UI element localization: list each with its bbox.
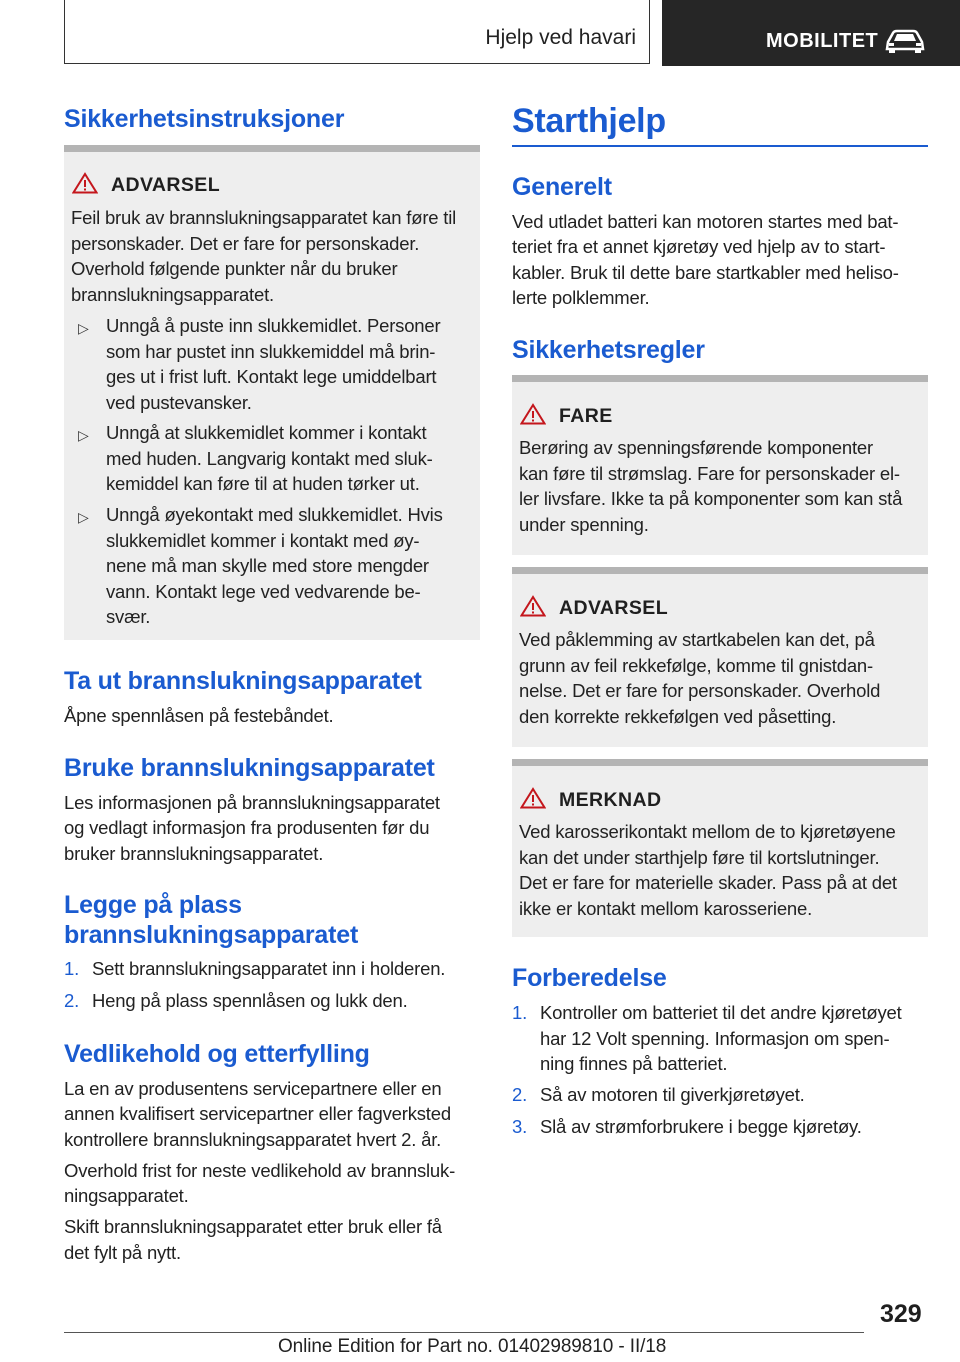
paragraph-line: La en av produsentens servicepartnere eller en [64,1078,442,1099]
step-text: Heng på plass spennlåsen og lukk den. [92,990,408,1011]
paragraph-line: annen kvalifisert servicepartner eller fagverksted [64,1103,451,1124]
bullet-line: vann. Kontakt lege ved vedvarende be- [106,580,421,602]
danger-line: kan føre til strømslag. Fare for personskader el- [519,463,900,484]
step-line: har 12 Volt spenning. Informasjon om spen- [540,1027,890,1049]
warning-triangle-icon [520,595,546,617]
footer-rule [64,1332,864,1333]
step-line: Slå av strømforbrukere i begge kjøretøy. [540,1116,862,1137]
step-line: ning finnes på batteriet. [540,1053,728,1074]
heading-use: Bruke brannslukningsapparatet [64,754,435,782]
heading-maintenance: Vedlikehold og etterfylling [64,1040,370,1068]
heading-safety-instructions: Sikkerhetsinstruksjoner [64,105,345,133]
danger-box-bar [512,375,928,382]
warning-title: ADVARSEL [111,174,221,196]
danger-line: Berøring av spenningsførende komponenter [519,437,873,458]
paragraph-line: Les informasjonen på brannslukningsapparatet [64,792,440,813]
note-title: MERKNAD [559,789,662,811]
warning-line: nelse. Det er fare for personskader. Overhold [519,680,881,701]
heading-jump-start: Starthjelp [512,102,666,140]
heading-safety-rules: Sikkerhetsregler [512,336,705,364]
warning-triangle-icon [520,403,546,425]
warning-box-bar [64,145,480,152]
page-header [0,0,960,66]
warning-title: ADVARSEL [559,597,669,619]
step-number: 3. [512,1116,528,1137]
bullet-line: kemiddel kan føre til at huden tørker ut. [106,473,420,494]
warning-line: den korrekte rekkefølgen ved påsetting. [519,706,837,727]
heading-general: Generelt [512,173,612,201]
note-line: ikke er kontakt mellom karosseriene. [519,898,813,919]
header-section-title: Hjelp ved havari [485,26,636,49]
step-number: 2. [512,1084,528,1105]
note-box [512,759,928,937]
note-box-bar [512,759,928,766]
heading-place-line: brannslukningsapparatet [64,921,359,949]
warning-line: personskader. Det er fare for personskader. [71,233,420,254]
bullet-line: nene må man skylle med store mengder [106,555,429,576]
footer-edition: Online Edition for Part no. 01402989810 - II/18 [278,1336,667,1357]
note-line: kan det under starthjelp føre til kortslutninger. [519,847,880,868]
danger-line: under spenning. [519,514,649,535]
paragraph-line: lerte polklemmer. [512,287,650,308]
paragraph-line: og vedlagt informasjon fra produsenten før du [64,817,430,838]
bullet-marker: ▷ [78,509,89,525]
bullet-line: Unngå øyekontakt med slukkemidlet. Hvis [106,504,443,525]
bullet-line: ges ut i frist luft. Kontakt lege umiddelbart [106,366,437,387]
step-line: Kontroller om batteriet til det andre kjøretøyet [540,1002,902,1023]
paragraph-line: bruker brannslukningsapparatet. [64,843,324,864]
step-text: Sett brannslukningsapparatet inn i holderen. [92,958,446,979]
heading-preparation: Forberedelse [512,964,667,992]
paragraph-line: ningsapparatet. [64,1185,189,1206]
warning-line: Overhold følgende punkter når du bruker [71,258,398,279]
warning-box-jump-cable [512,567,928,747]
bullet-line: som har pustet inn slukkemiddel må brin- [106,340,436,362]
page-number: 329 [880,1300,922,1328]
warning-line: grunn av feil rekkefølge, komme til gnistdan- [519,655,873,676]
bullet-marker: ▷ [78,320,89,336]
danger-box [512,375,928,555]
step-number: 1. [512,1002,528,1023]
bullet-line: ved pustevansker. [106,391,252,413]
warning-box-bar [512,567,928,574]
bullet-line: med huden. Langvarig kontakt med sluk- [106,447,433,469]
bullet-line: svær. [106,606,151,627]
bullet-marker: ▷ [78,427,89,443]
step-number: 1. [64,958,80,979]
paragraph-line: Skift brannslukningsapparatet etter bruk eller få [64,1216,442,1237]
warning-triangle-icon [520,787,546,809]
paragraph: Åpne spennlåsen på festebåndet. [64,705,334,726]
paragraph-line: kabler. Bruk til dette bare startkabler med heliso- [512,262,899,283]
warning-line: Feil bruk av brannslukningsapparatet kan føre til [71,207,457,228]
paragraph-line: kontrollere brannslukningsapparatet hvert 2. år. [64,1129,442,1150]
paragraph-line: teriet fra et annet kjøretøy ved hjelp av to start- [512,236,886,257]
step-number: 2. [64,990,80,1011]
warning-triangle-icon [72,172,98,194]
heading-place-line: Legge på plass [64,891,242,919]
car-icon [884,28,926,54]
warning-line: brannslukningsapparatet. [71,284,274,305]
warning-line: Ved påklemming av startkabelen kan det, på [519,629,875,650]
step-line: Så av motoren til giverkjøretøyet. [540,1084,805,1105]
heading-underline [512,145,928,147]
paragraph-line: Overhold frist for neste vedlikehold av brannsluk- [64,1160,456,1181]
warning-box-fire-extinguisher [64,145,480,640]
bullet-line: slukkemidlet kommer i kontakt med øy- [106,529,420,551]
paragraph-line: det fylt på nytt. [64,1242,181,1263]
header-chapter-title: MOBILITET [766,30,879,52]
note-line: Ved karosserikontakt mellom de to kjøretøyene [519,821,896,842]
danger-title: FARE [559,405,613,427]
bullet-line: Unngå å puste inn slukkemidlet. Personer [106,315,441,336]
danger-line: ler livsfare. Ikke ta på komponenter som kan stå [519,488,903,509]
paragraph-line: Ved utladet batteri kan motoren startes med bat- [512,211,899,232]
heading-take-out: Ta ut brannslukningsapparatet [64,667,422,695]
note-line: Det er fare for materielle skader. Pass på at det [519,872,897,893]
bullet-line: Unngå at slukkemidlet kommer i kontakt [106,422,427,443]
